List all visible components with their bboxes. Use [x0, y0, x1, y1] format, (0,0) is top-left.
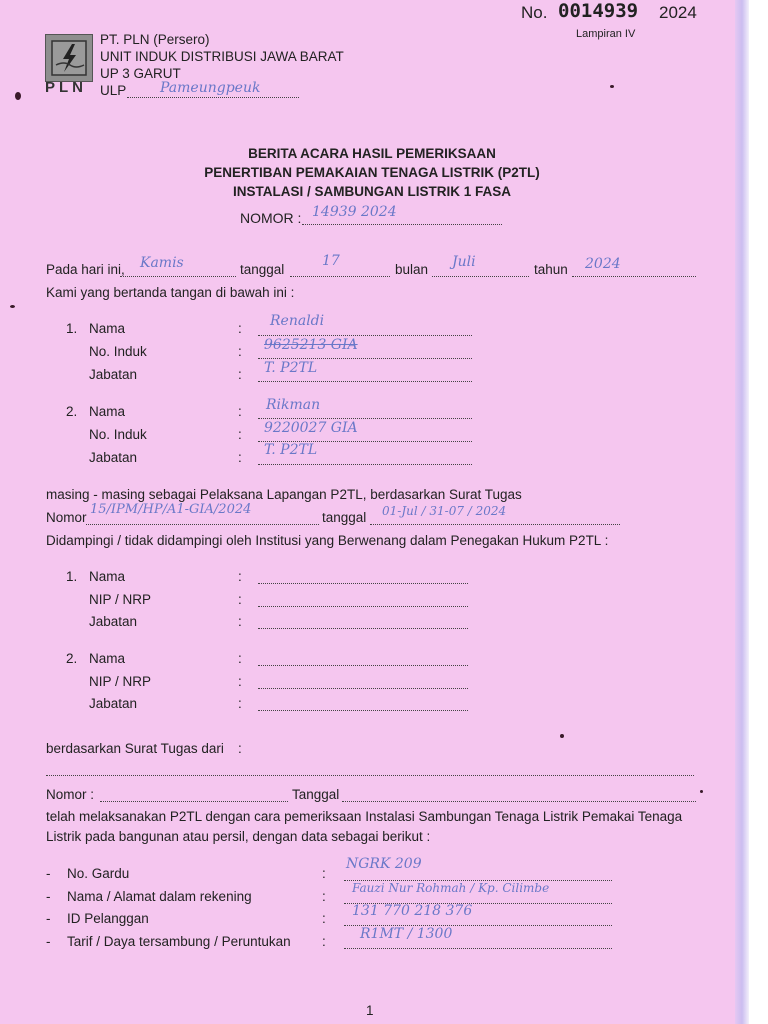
tanggal-label: tanggal [240, 262, 285, 277]
officer-1-number: 1. [66, 321, 78, 336]
item-4-dash: - [46, 934, 51, 949]
institusi-2-number: 2. [66, 651, 78, 666]
bulan-value: Juli [452, 254, 476, 270]
institusi-2-nip-label: NIP / NRP [89, 674, 152, 689]
tanggal2-line [342, 789, 696, 802]
form-year: 2024 [659, 3, 697, 22]
institusi-2-nama-label: Nama [89, 651, 126, 666]
officer-1-nama-label: Nama [89, 321, 126, 336]
nomor-value: 14939 2024 [312, 204, 397, 220]
paragraph-line-2: Listrik pada bangunan atau persil, dengan data sebagai berikut : [46, 829, 431, 844]
berdasarkan-line [46, 763, 694, 776]
institusi-2-nip-colon: : [238, 674, 242, 689]
item-2-dash: - [46, 889, 51, 904]
institusi-1-jabatan-colon: : [238, 614, 242, 629]
hari-value: Kamis [140, 255, 184, 271]
ink-speck [15, 92, 21, 100]
gardu-label: No. Gardu [67, 866, 130, 881]
pln-lightning-icon [46, 35, 92, 81]
officer-2-nama-label: Nama [89, 404, 126, 419]
form-number-label: No. [521, 3, 548, 22]
officer-1-induk-value: 9625213 GIA [264, 337, 358, 353]
nomor-label: NOMOR : [240, 210, 302, 226]
officer-1-jabatan-label: Jabatan [89, 367, 138, 382]
tanggal2-label: Tanggal [292, 787, 340, 802]
officer-1-nama-value: Renaldi [270, 313, 325, 329]
nama-alamat-label: Nama / Alamat dalam rekening [67, 889, 252, 904]
title-line-2: PENERTIBAN PEMAKAIAN TENAGA LISTRIK (P2TL) [204, 165, 540, 180]
id-pelanggan-value: 131 770 218 376 [352, 903, 473, 919]
institusi-1-nip-label: NIP / NRP [89, 592, 152, 607]
institusi-2-jabatan-line [258, 698, 468, 711]
officer-2-jabatan-value: T. P2TL [264, 442, 318, 458]
pln-logo-text: PLN [45, 79, 87, 96]
item-1-dash: - [46, 866, 51, 881]
institusi-2-jabatan-colon: : [238, 696, 242, 711]
surat-tugas-tanggal-value: 01-Jul / 31-07 / 2024 [382, 504, 507, 518]
page-number: 1 [366, 1003, 374, 1018]
surat-tugas-tanggal-label: tanggal [322, 510, 367, 525]
institusi-2-nip-line [258, 676, 468, 689]
officer-1-induk-label: No. Induk [89, 344, 147, 359]
institusi-1-nama-colon: : [238, 569, 242, 584]
title-line-1: BERITA ACARA HASIL PEMERIKSAAN [248, 146, 496, 161]
institusi-1-nama-line [258, 571, 468, 584]
institusi-1-nama-label: Nama [89, 569, 126, 584]
tarif-daya-label: Tarif / Daya tersambung / Peruntukan [67, 934, 291, 949]
institusi-1-jabatan-label: Jabatan [89, 614, 138, 629]
id-pelanggan-colon: : [322, 911, 326, 926]
tahun-label: tahun [534, 262, 568, 277]
paragraph-line-1: telah melaksanakan P2TL dengan cara pemeriksaan Instalasi Sambungan Tenaga Listrik Pemakai Tenaga [46, 809, 683, 824]
tanggal-field-line [290, 264, 390, 277]
officer-2-number: 2. [66, 404, 78, 419]
officer-2-jabatan-label: Jabatan [89, 450, 138, 465]
institusi-2-jabatan-label: Jabatan [89, 696, 138, 711]
nama-alamat-colon: : [322, 889, 326, 904]
nomor2-line [100, 789, 288, 802]
gardu-colon: : [322, 866, 326, 881]
officer-2-nama-colon: : [238, 404, 242, 419]
company-name: PT. PLN (Persero) [100, 32, 210, 47]
officer-2-jabatan-colon: : [238, 450, 242, 465]
ink-speck [560, 734, 564, 738]
institusi-1-nip-line [258, 594, 468, 607]
officer-1-induk-colon: : [238, 344, 242, 359]
pln-logo [45, 34, 93, 82]
up-name: UP 3 GARUT [100, 66, 181, 81]
nomor2-label: Nomor : [46, 787, 95, 802]
didampingi-text: Didampingi / tidak didampingi oleh Institusi yang Berwenang dalam Penegakan Hukum P2TL : [46, 533, 609, 548]
tarif-daya-colon: : [322, 934, 326, 949]
unit-name: UNIT INDUK DISTRIBUSI JAWA BARAT [100, 49, 344, 64]
nama-alamat-value: Fauzi Nur Rohmah / Kp. Cilimbe [352, 881, 550, 895]
form-number-value: 0014939 [558, 0, 639, 22]
ink-speck [610, 85, 614, 88]
officer-1-jabatan-value: T. P2TL [264, 360, 318, 376]
paper-edge [735, 0, 749, 1024]
institusi-1-number: 1. [66, 569, 78, 584]
institusi-2-nama-line [258, 653, 468, 666]
surat-tugas-nomor-value: 15/IPM/HP/A1-GIA/2024 [90, 502, 252, 517]
berdasarkan-colon: : [238, 741, 242, 756]
officer-2-induk-value: 9220027 GIA [264, 420, 358, 436]
officer-1-jabatan-colon: : [238, 367, 242, 382]
ulp-label: ULP [100, 83, 127, 98]
berdasarkan-label: berdasarkan Surat Tugas dari [46, 741, 224, 756]
institusi-2-nama-colon: : [238, 651, 242, 666]
officer-2-induk-colon: : [238, 427, 242, 442]
ink-speck [700, 790, 703, 793]
bulan-field-line [432, 264, 529, 277]
institusi-1-nip-colon: : [238, 592, 242, 607]
title-line-3: INSTALASI / SAMBUNGAN LISTRIK 1 FASA [232, 184, 511, 199]
tarif-daya-value: R1MT / 1300 [360, 926, 453, 942]
lampiran-label: Lampiran IV [576, 28, 636, 40]
surat-tugas-nomor-label: Nomor [46, 510, 87, 525]
tahun-value: 2024 [585, 256, 621, 272]
officer-2-nama-value: Rikman [266, 397, 321, 413]
surat-tugas-text: masing - masing sebagai Pelaksana Lapangan P2TL, berdasarkan Surat Tugas [46, 487, 522, 502]
item-3-dash: - [46, 911, 51, 926]
intro-text: Kami yang bertanda tangan di bawah ini : [46, 285, 295, 300]
officer-1-nama-colon: : [238, 321, 242, 336]
gardu-value: NGRK 209 [346, 856, 422, 872]
ink-speck [10, 305, 15, 308]
tanggal-value: 17 [322, 253, 340, 269]
officer-2-induk-label: No. Induk [89, 427, 147, 442]
id-pelanggan-label: ID Pelanggan [67, 911, 149, 926]
institusi-1-jabatan-line [258, 616, 468, 629]
bulan-label: bulan [395, 262, 429, 277]
ulp-value: Pameungpeuk [160, 80, 261, 96]
pada-hari-ini-label: Pada hari ini, [46, 262, 125, 277]
